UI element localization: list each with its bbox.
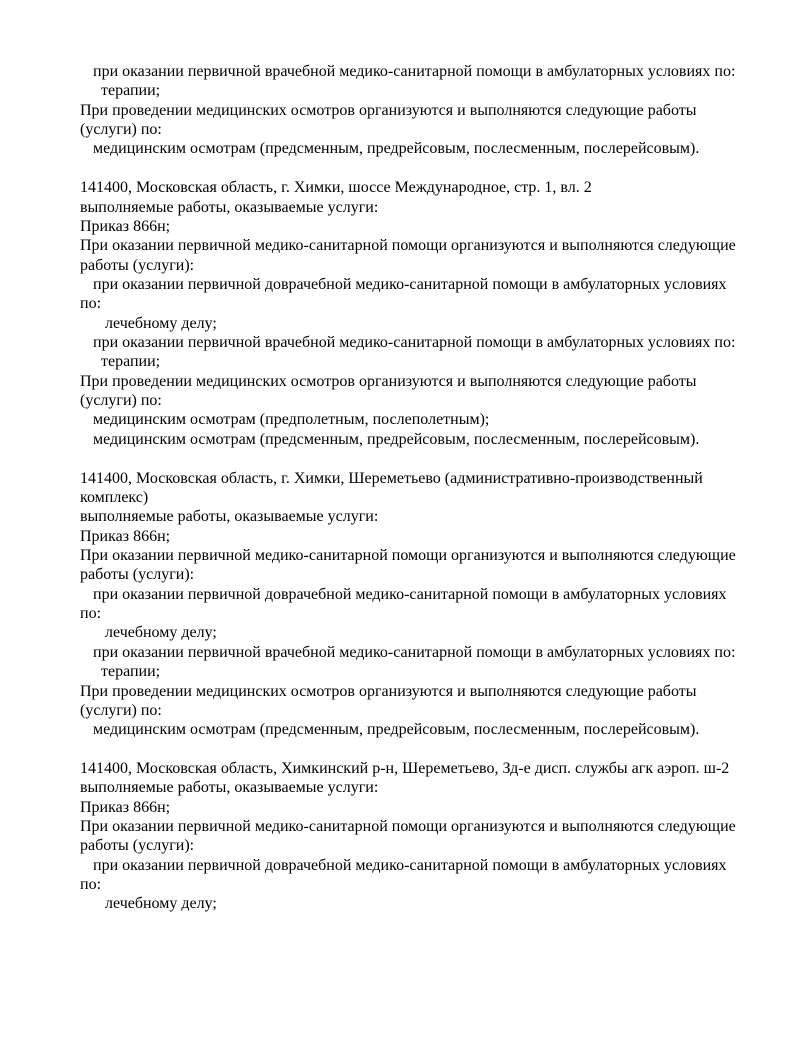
text-line: выполняемые работы, оказываемые услуги: xyxy=(80,198,379,216)
text-line: (услуги) по: xyxy=(80,392,162,410)
text-line: выполняемые работы, оказываемые услуги: xyxy=(80,779,379,797)
text-line: работы (услуги): xyxy=(80,566,195,584)
text-line: лечебному делу; xyxy=(105,314,217,332)
text-line: работы (услуги): xyxy=(80,837,195,855)
text-line: при оказании первичной врачебной медико-санитарной помощи в амбулаторных условиях по: xyxy=(93,643,736,661)
text-line: по: xyxy=(80,876,102,894)
text-line: комплекс) xyxy=(80,488,149,506)
license-section-address-block-3 xyxy=(80,759,787,914)
text-line: при оказании первичной доврачебной медико-санитарной помощи в амбулаторных условиях xyxy=(93,856,727,874)
text-line: работы (услуги): xyxy=(80,256,195,274)
text-line: выполняемые работы, оказываемые услуги: xyxy=(80,508,379,526)
text-line: при оказании первичной врачебной медико-санитарной помощи в амбулаторных условиях по: xyxy=(93,63,736,80)
text-line: медицинским осмотрам (предсменным, предрейсовым, послесменным, послерейсовым). xyxy=(93,430,700,448)
text-line: 141400, Московская область, г. Химки, шоссе Международное, стр. 1, вл. 2 xyxy=(80,179,592,197)
text-line: терапии; xyxy=(101,663,161,681)
text-line: терапии; xyxy=(101,82,161,100)
text-line: по: xyxy=(80,605,102,623)
text-line: При проведении медицинских осмотров организуются и выполняются следующие работы xyxy=(80,372,697,390)
text-line: при оказании первичной доврачебной медико-санитарной помощи в амбулаторных условиях xyxy=(93,585,727,603)
license-section-address-block-1 xyxy=(80,178,787,449)
text-line: лечебному делу; xyxy=(105,624,217,642)
text-line: Приказ 866н; xyxy=(80,798,171,816)
text-line: медицинским осмотрам (предсменным, предрейсовым, послесменным, послерейсовым). xyxy=(93,140,700,158)
text-line: 141400, Московская область, Химкинский р-н, Шереметьево, Зд-е дисп. службы агк аэроп. ш-2 xyxy=(80,759,730,777)
text-line: Приказ 866н; xyxy=(80,217,171,235)
text-line: лечебному делу; xyxy=(105,895,217,913)
text-line: При оказании первичной медико-санитарной помощи организуются и выполняются следующие xyxy=(80,237,736,255)
text-line: (услуги) по: xyxy=(80,121,162,139)
text-line: при оказании первичной врачебной медико-санитарной помощи в амбулаторных условиях по: xyxy=(93,334,736,352)
text-line: При оказании первичной медико-санитарной помощи организуются и выполняются следующие xyxy=(80,546,736,564)
license-section-address-block-2 xyxy=(80,469,787,740)
text-line: 141400, Московская область, г. Химки, Шереметьево (административно-производственный xyxy=(80,469,703,487)
text-line: медицинским осмотрам (предсменным, предрейсовым, послесменным, послерейсовым). xyxy=(93,721,700,739)
text-line: по: xyxy=(80,295,102,313)
text-line: медицинским осмотрам (предполетным, послеполетным); xyxy=(93,411,490,429)
license-section-continuation-block xyxy=(80,62,787,159)
text-line: При оказании первичной медико-санитарной помощи организуются и выполняются следующие xyxy=(80,818,736,836)
text-line: При проведении медицинских осмотров организуются и выполняются следующие работы xyxy=(80,682,697,700)
text-line: При проведении медицинских осмотров организуются и выполняются следующие работы xyxy=(80,101,697,119)
text-line: Приказ 866н; xyxy=(80,527,171,545)
document-content xyxy=(80,62,787,914)
text-line: терапии; xyxy=(101,353,161,371)
text-line: при оказании первичной доврачебной медико-санитарной помощи в амбулаторных условиях xyxy=(93,275,727,293)
text-line: (услуги) по: xyxy=(80,701,162,719)
